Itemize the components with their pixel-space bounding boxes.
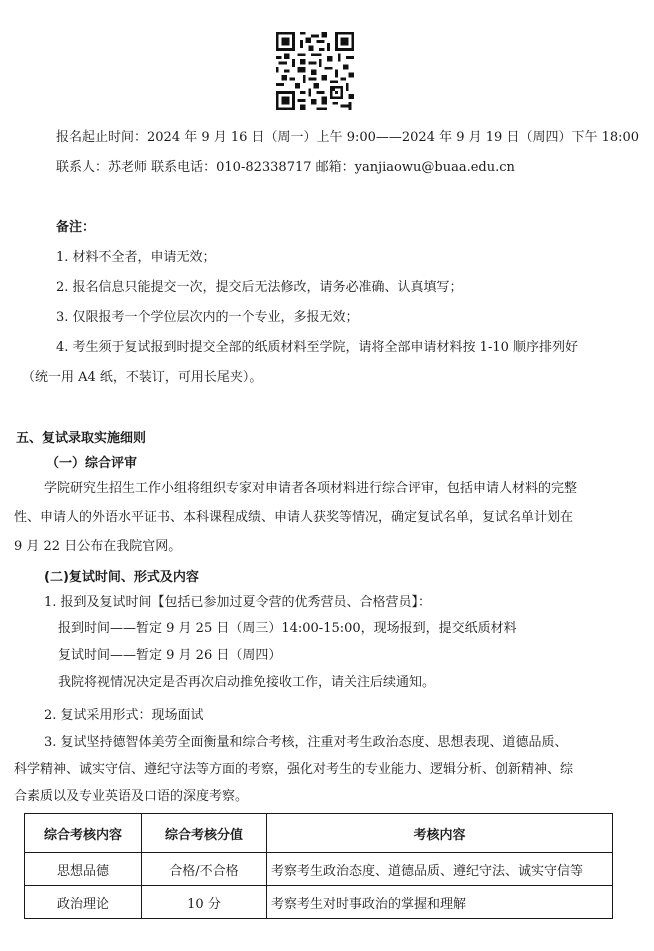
assessment-table [24,813,613,919]
list-item: 1. 报到及复试时间【包括已参加过夏令营的优秀营员、合格营员】： [44,595,432,610]
section-title: 五、复试录取实施细则 [16,431,147,446]
paragraph-line: 科学精神、诚实守信、遵纪守法等方面的考察，强化对考生的专业能力、逻辑分析、创新精神、综 [14,762,574,777]
note-item: 2. 报名信息只能提交一次，提交后无法修改，请务必准确、认真填写； [56,280,463,295]
registration-time: 报名起止时间：2024 年 9 月 16 日（周一）上午 9:00——2024 年 9 月 19 日（周四）下午 18:00 [56,130,640,145]
table-cell: 考察考生对时事政治的掌握和理解 [267,886,613,919]
table-cell: 政治理论 [25,886,142,919]
paragraph-line: 学院研究生招生工作小组将组织专家对申请者各项材料进行综合评审，包括申请人材料的完整 [44,481,578,496]
table-header: 综合考核分值 [142,814,267,853]
table-cell: 合格/不合格 [142,853,267,886]
subsection-title: （一）综合评审 [46,456,138,471]
table-cell: 考察考生政治态度、道德品质、遵纪守法、诚实守信等 [267,853,613,886]
table-header: 综合考核内容 [25,814,142,853]
notes-title: 备注： [56,220,96,235]
paragraph-line: 9 月 22 日公布在我院官网。 [14,539,182,554]
list-item: 2. 复试采用形式：现场面试 [44,708,204,723]
table-cell: 思想品德 [25,853,142,886]
note-item: 4. 考生须于复试报到时提交全部的纸质材料至学院，请将全部申请材料按 1-10 顺序排列好 [56,340,579,355]
exam-time: 复试时间——暂定 9 月 26 日（周四） [58,648,282,663]
subsection-title: (二)复试时间、形式及内容 [44,570,199,585]
report-time: 报到时间——暂定 9 月 25 日（周三）14:00-15:00，现场报到，提交纸质材料 [58,621,517,636]
table-row [25,853,613,886]
contact-info: 联系人：苏老师 联系电话：010-82338717 邮箱：yanjiaowu@buaa.edu.cn [56,160,515,175]
paragraph-line: 性、申请人的外语水平证书、本科课程成绩、申请人获奖等情况，确定复试名单，复试名单计划在 [14,510,574,525]
list-item: 3. 复试坚持德智体美劳全面衡量和综合考核，注重对考生政治态度、思想表现、道德品质、 [44,735,568,750]
note-item: 3. 仅限报考一个学位层次内的一个专业，多报无效； [56,310,359,325]
table-cell: 10 分 [142,886,267,919]
qr-code [276,32,354,110]
table-header-row [25,814,613,853]
table-header: 考核内容 [267,814,613,853]
note-item: 1. 材料不全者，申请无效； [56,250,216,265]
paragraph-line: 合素质以及专业英语及口语的深度考察。 [14,789,249,804]
note-item-continuation: （统一用 A4 纸，不装订，可用长尾夹）。 [22,370,263,385]
notice-text: 我院将视情况决定是否再次启动推免接收工作，请关注后续通知。 [58,675,436,690]
table-row [25,886,613,919]
